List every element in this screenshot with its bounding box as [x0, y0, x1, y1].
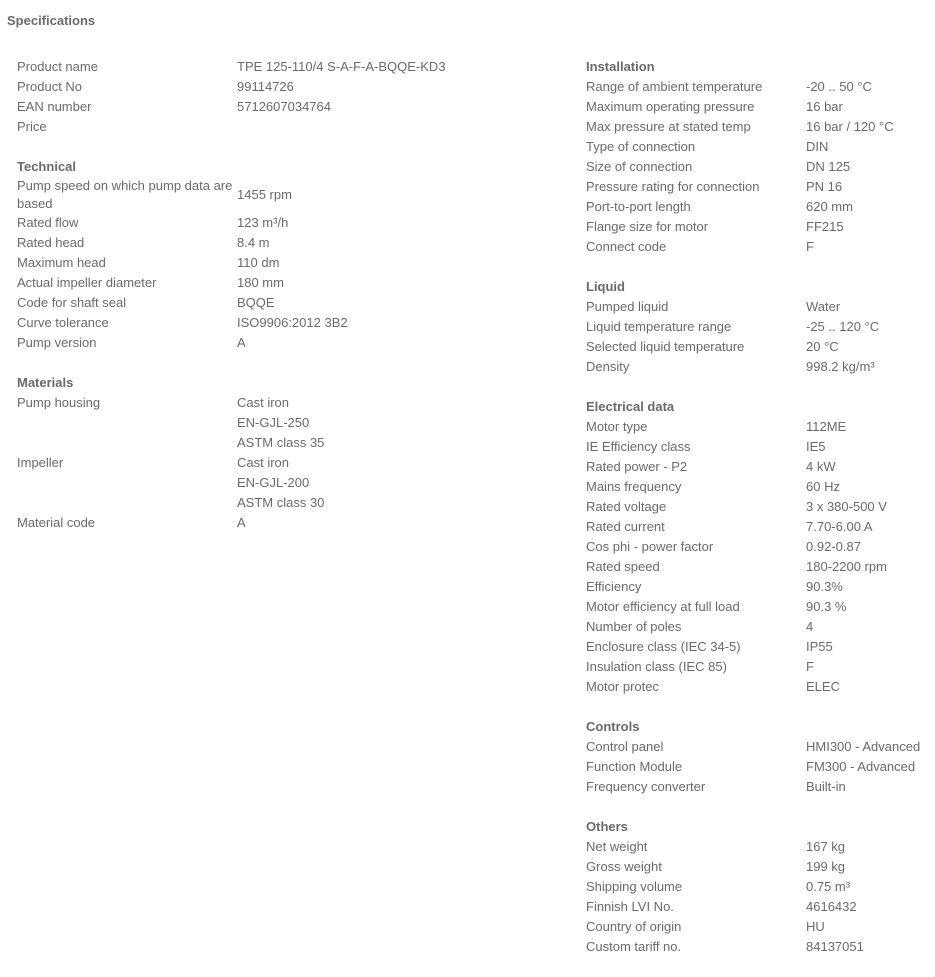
spec-row	[586, 937, 931, 957]
spec-row	[17, 97, 457, 117]
spec-value-line: EN-GJL-200	[237, 475, 310, 490]
spec-value: Built-in	[806, 779, 846, 794]
spec-row	[586, 297, 931, 317]
spec-label: Selected liquid temperature	[586, 339, 745, 354]
spec-row	[17, 177, 457, 213]
spec-value: 16 bar / 120 °C	[806, 119, 894, 134]
spec-value: 110 dm	[237, 255, 280, 270]
spec-label: Net weight	[586, 839, 648, 854]
spec-label: Material code	[17, 515, 96, 530]
spec-row	[17, 393, 457, 453]
spec-value: F	[806, 659, 814, 674]
spec-label: Efficiency	[586, 579, 642, 594]
spec-value: 90.3 %	[806, 599, 847, 614]
spec-value: DN 125	[806, 159, 851, 174]
right-column	[586, 57, 931, 977]
spec-value: 84137051	[806, 939, 864, 954]
spec-label: Range of ambient temperature	[586, 79, 763, 94]
spec-row	[17, 273, 457, 293]
liquid-section	[586, 277, 931, 377]
spec-value: 620 mm	[806, 199, 853, 214]
spec-row	[17, 453, 457, 513]
spec-value: IE5	[806, 439, 826, 454]
spec-value: HMI300 - Advanced	[806, 739, 921, 754]
left-column	[17, 57, 457, 553]
spec-label: Maximum operating pressure	[586, 99, 755, 114]
spec-row	[586, 417, 931, 437]
spec-row	[586, 917, 931, 937]
spec-value: TPE 125-110/4 S-A-F-A-BQQE-KD3	[237, 59, 446, 74]
spec-row	[586, 597, 931, 617]
spec-row	[17, 77, 457, 97]
spec-row	[586, 577, 931, 597]
spec-label: Frequency converter	[586, 779, 706, 794]
spec-value: HU	[806, 919, 825, 934]
installation-section	[586, 57, 931, 257]
spec-label: Pressure rating for connection	[586, 179, 760, 194]
spec-label: Pump version	[17, 335, 97, 350]
spec-row	[586, 777, 931, 797]
spec-row	[586, 737, 931, 757]
section-title-installation: Installation	[586, 59, 655, 74]
spec-label: Custom tariff no.	[586, 939, 682, 954]
section-title-electrical: Electrical data	[586, 399, 675, 414]
spec-value: 1455 rpm	[237, 187, 292, 202]
spec-label: Motor type	[586, 419, 648, 434]
spec-value: IP55	[806, 639, 833, 654]
spec-value: 8.4 m	[237, 235, 270, 250]
spec-label: Actual impeller diameter	[17, 275, 157, 290]
spec-value: 112ME	[806, 419, 847, 434]
spec-row	[586, 557, 931, 577]
spec-label: Code for shaft seal	[17, 295, 127, 310]
spec-value: -20 .. 50 °C	[806, 79, 872, 94]
spec-label: Enclosure class (IEC 34-5)	[586, 639, 741, 654]
spec-value: BQQE	[237, 295, 275, 310]
spec-value: 123 m³/h	[237, 215, 289, 230]
spec-label: Maximum head	[17, 255, 106, 270]
spec-value: 180-2200 rpm	[806, 559, 887, 574]
spec-value: 167 kg	[806, 839, 846, 854]
spec-label: Mains frequency	[586, 479, 682, 494]
spec-value-line: ASTM class 35	[237, 435, 325, 450]
spec-label: Motor efficiency at full load	[586, 599, 740, 614]
spec-row	[586, 757, 931, 777]
spec-row	[586, 837, 931, 857]
spec-label: Port-to-port length	[586, 199, 691, 214]
spec-value: 5712607034764	[237, 99, 331, 114]
section-title-controls: Controls	[586, 719, 640, 734]
spec-value: 998.2 kg/m³	[806, 359, 875, 374]
spec-label: Rated flow	[17, 215, 79, 230]
spec-label: Rated speed	[586, 559, 660, 574]
spec-label: Rated head	[17, 235, 85, 250]
spec-value: 0.75 m³	[806, 879, 851, 894]
spec-label: IE Efficiency class	[586, 439, 691, 454]
spec-row	[17, 213, 457, 233]
spec-label: Pumped liquid	[586, 299, 669, 314]
spec-row	[17, 57, 457, 77]
spec-label: Rated power - P2	[586, 459, 688, 474]
spec-value	[237, 393, 457, 453]
technical-section	[17, 157, 457, 353]
spec-label: Flange size for motor	[586, 219, 709, 234]
spec-label: EAN number	[17, 99, 92, 114]
section-title-others: Others	[586, 819, 628, 834]
spec-value: Water	[806, 299, 841, 314]
materials-section	[17, 373, 457, 533]
spec-value: A	[237, 335, 246, 350]
spec-value: 4	[806, 619, 814, 634]
spec-row	[586, 337, 931, 357]
spec-label: Product name	[17, 59, 98, 74]
spec-value-line: Cast iron	[237, 395, 290, 410]
page-title: Specifications	[7, 13, 96, 28]
spec-label: Number of poles	[586, 619, 682, 634]
spec-row	[586, 177, 931, 197]
spec-value: 4 kW	[806, 459, 836, 474]
spec-label: Curve tolerance	[17, 315, 109, 330]
section-title-technical: Technical	[17, 159, 77, 174]
spec-row	[586, 537, 931, 557]
spec-value: 99114726	[237, 79, 294, 94]
spec-row	[586, 617, 931, 637]
spec-row	[17, 333, 457, 353]
spec-value: -25 .. 120 °C	[806, 319, 880, 334]
spec-row	[586, 877, 931, 897]
spec-label: Liquid temperature range	[586, 319, 732, 334]
spec-label: Size of connection	[586, 159, 693, 174]
spec-row	[586, 197, 931, 217]
general-section	[17, 57, 457, 137]
spec-row	[586, 657, 931, 677]
spec-row	[586, 437, 931, 457]
spec-row	[586, 457, 931, 477]
spec-value: PN 16	[806, 179, 843, 194]
spec-label: Connect code	[586, 239, 667, 254]
spec-value: FM300 - Advanced	[806, 759, 916, 774]
spec-value: 20 °C	[806, 339, 839, 354]
spec-label: Shipping volume	[586, 879, 683, 894]
spec-label: Finnish LVI No.	[586, 899, 674, 914]
spec-row	[586, 237, 931, 257]
spec-value: ISO9906:2012 3B2	[237, 315, 348, 330]
spec-label: Function Module	[586, 759, 683, 774]
spec-label: Cos phi - power factor	[586, 539, 714, 554]
spec-row	[586, 677, 931, 697]
spec-label: Price	[17, 119, 47, 134]
spec-row	[17, 313, 457, 333]
spec-label: Gross weight	[586, 859, 662, 874]
spec-row	[586, 217, 931, 237]
spec-label: Country of origin	[586, 919, 682, 934]
spec-value: 4616432	[806, 899, 857, 914]
spec-row	[586, 77, 931, 97]
spec-value: 0.92-0.87	[806, 539, 861, 554]
spec-value: DIN	[806, 139, 829, 154]
spec-row	[586, 477, 931, 497]
spec-label: Type of connection	[586, 139, 696, 154]
spec-row	[586, 317, 931, 337]
spec-row	[586, 857, 931, 877]
spec-label: Product No	[17, 79, 83, 94]
spec-row	[586, 157, 931, 177]
spec-label: Rated voltage	[586, 499, 667, 514]
spec-row	[586, 137, 931, 157]
spec-row	[17, 513, 457, 533]
spec-label: Control panel	[586, 739, 664, 754]
spec-value: 199 kg	[806, 859, 846, 874]
spec-value: F	[806, 239, 814, 254]
spec-value: 180 mm	[237, 275, 284, 290]
spec-label: Rated current	[586, 519, 665, 534]
spec-row	[586, 117, 931, 137]
spec-value: 90.3%	[806, 579, 843, 594]
spec-label: Pump housing	[17, 395, 101, 410]
spec-value: ELEC	[806, 679, 840, 694]
spec-value: A	[237, 515, 246, 530]
spec-row	[586, 637, 931, 657]
spec-label: Max pressure at stated temp	[586, 119, 751, 134]
spec-value	[237, 453, 457, 513]
spec-row	[586, 97, 931, 117]
spec-row	[17, 253, 457, 273]
spec-value: 3 x 380-500 V	[806, 499, 887, 514]
section-title-liquid: Liquid	[586, 279, 625, 294]
spec-row	[17, 293, 457, 313]
spec-row	[586, 897, 931, 917]
spec-row	[17, 117, 457, 137]
spec-label: Density	[586, 359, 630, 374]
spec-row	[586, 357, 931, 377]
others-section	[586, 817, 931, 957]
spec-value: 16 bar	[806, 99, 843, 114]
spec-value-line: ASTM class 30	[237, 495, 325, 510]
spec-row	[586, 517, 931, 537]
spec-label: Pump speed on which pump data are based	[17, 178, 233, 211]
spec-value: 7.70-6.00 A	[806, 519, 873, 534]
controls-section	[586, 717, 931, 797]
spec-label: Insulation class (IEC 85)	[586, 659, 727, 674]
spec-value: 60 Hz	[806, 479, 840, 494]
spec-label: Motor protec	[586, 679, 659, 694]
electrical-section	[586, 397, 931, 697]
spec-value: FF215	[806, 219, 844, 234]
spec-label: Impeller	[17, 455, 64, 470]
section-title-materials: Materials	[17, 375, 74, 390]
spec-row	[17, 233, 457, 253]
spec-value-line: EN-GJL-250	[237, 415, 310, 430]
spec-value-line: Cast iron	[237, 455, 290, 470]
spec-row	[586, 497, 931, 517]
